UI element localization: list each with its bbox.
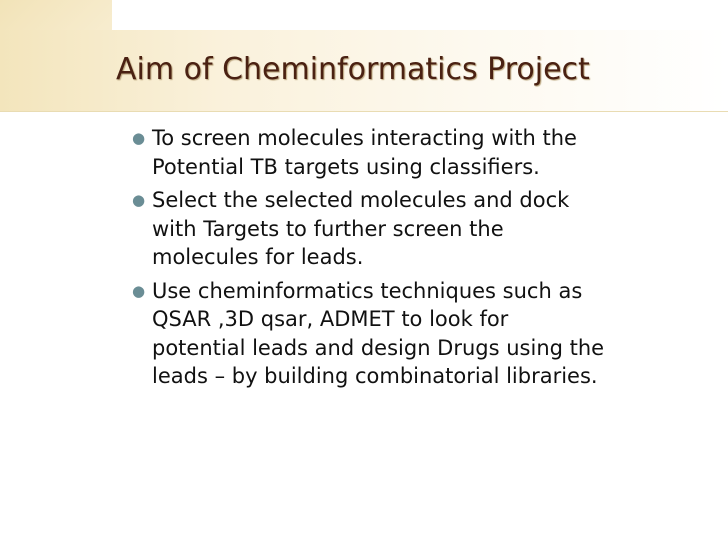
bullet-text-line: Select the selected molecules and dock (152, 188, 570, 212)
bullet-text-line: with Targets to further screen the (152, 216, 504, 241)
bullet-item-dock (130, 186, 710, 272)
bullet-list (130, 124, 710, 396)
bullet-text-line: Potential TB targets using classifiers. (152, 154, 540, 179)
bullet-text-line: To screen molecules interacting with the (152, 126, 577, 150)
bullet-text-line: leads – by building combinatorial libraries. (152, 364, 598, 388)
bullet-item-screen (130, 124, 710, 181)
bullet-text-line: Use cheminformatics techniques such as (152, 278, 583, 303)
slide-title: Aim of Cheminformatics Project (116, 52, 590, 87)
bullet-dot-icon: ● (132, 281, 146, 300)
bullet-dot-icon: ● (132, 129, 146, 147)
bullet-item-techniques (130, 277, 710, 391)
bullet-text-line: potential leads and design Drugs using the (152, 335, 605, 360)
bullet-dot-icon: ● (132, 191, 146, 209)
bullet-text-line: molecules for leads. (152, 245, 364, 269)
title-divider (0, 111, 728, 112)
bullet-text-line: QSAR ,3D qsar, ADMET to look for (152, 307, 509, 331)
